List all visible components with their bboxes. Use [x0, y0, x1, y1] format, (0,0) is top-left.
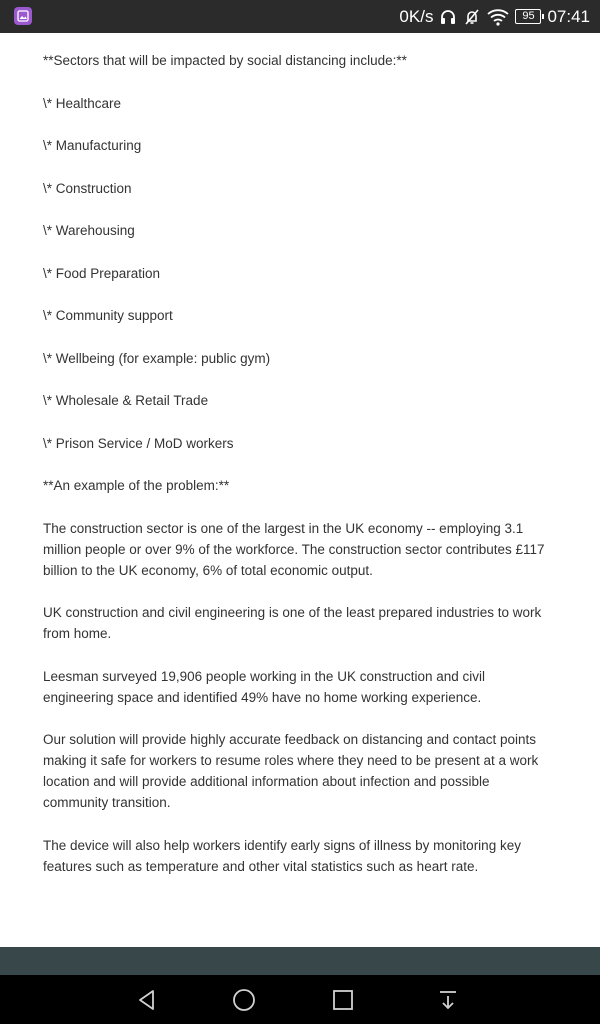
- navigation-bar: [0, 975, 600, 1024]
- body-paragraph: Leesman surveyed 19,906 people working in the UK construction and civil engineering space and identified 49% have no home working experience.: [43, 668, 486, 705]
- list-item: \* Community support: [43, 308, 173, 323]
- notification-pull-icon[interactable]: [434, 986, 462, 1014]
- headphones-icon: [439, 8, 457, 26]
- body-paragraph: The device will also help workers identify early signs of illness by monitoring key features such as temperature and other vital statistics such as heart rate.: [43, 837, 521, 874]
- list-item: \* Prison Service / MoD workers: [43, 435, 234, 451]
- list-item: \* Healthcare: [43, 95, 122, 111]
- body-paragraph: UK construction and civil engineering is one of the least prepared industries to work from home.: [43, 605, 542, 641]
- clock: 07:41: [547, 6, 590, 26]
- battery-level: 95: [522, 10, 535, 22]
- battery-icon: [515, 9, 541, 24]
- article-body: [43, 50, 553, 898]
- list-item: \* Construction: [43, 180, 132, 196]
- body-paragraph: The construction sector is one of the largest in the UK economy -- employing 3.1 million people or over 9% of the workforce. The construction sector contributes £117 billion to the UK economy, 6% of total economic output.: [43, 520, 545, 578]
- list-item: \* Wellbeing (for example: public gym): [43, 350, 271, 366]
- network-speed: 0K/s: [399, 6, 434, 26]
- mute-icon: [463, 8, 481, 26]
- list-item: \* Food Preparation: [43, 265, 161, 281]
- home-icon[interactable]: [230, 986, 258, 1014]
- list-item: \* Warehousing: [43, 223, 135, 238]
- list-item: \* Wholesale & Retail Trade: [43, 393, 209, 408]
- list-item: \* Manufacturing: [43, 138, 142, 153]
- body-paragraph: Our solution will provide highly accurate feedback on distancing and contact points making it safe for workers to resume roles where they need to be present at a work location and will provide additional information about infection and possible community transition.: [43, 732, 539, 810]
- back-icon[interactable]: [133, 986, 161, 1014]
- recents-icon[interactable]: [329, 986, 357, 1014]
- gallery-app-icon: [14, 7, 32, 25]
- section-heading: **An example of the problem:**: [43, 478, 230, 493]
- status-bar: [0, 0, 600, 33]
- page-footer: [0, 947, 600, 975]
- section-heading: **Sectors that will be impacted by social distancing include:**: [43, 53, 407, 68]
- wifi-icon: [487, 8, 509, 26]
